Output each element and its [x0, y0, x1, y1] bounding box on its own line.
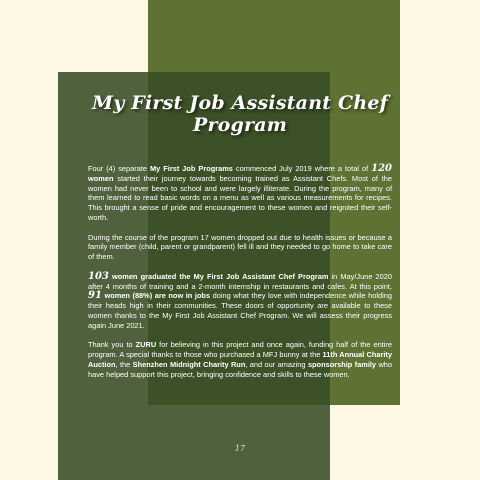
highlight-number: 91	[88, 290, 102, 302]
bold-span: ZURU	[135, 340, 157, 350]
highlight-number: 120	[371, 163, 392, 174]
page-number: 17	[234, 444, 246, 453]
bold-span: sponsorship family	[307, 359, 377, 369]
article-body	[88, 164, 392, 389]
paragraph-dropouts	[88, 233, 392, 262]
paragraph-graduates	[88, 272, 392, 331]
bold-span: Shenzhen Midnight Charity Run	[132, 359, 246, 369]
bold-span: 11th Annual Charity Auction	[88, 350, 392, 369]
bold-span: women graduated the My First Job Assistant Chef Program	[108, 271, 329, 281]
bold-span: women	[88, 173, 114, 183]
text-span: doing what they love with independence while holding their heads high in their communities. These doors of opportunity are available to these women thanks to the My First Job Assistant Chef Program. We will assess their progress again June 2021.	[88, 291, 392, 330]
bold-span: women (88%) are now in jobs	[101, 291, 211, 301]
paragraph-intro	[88, 164, 392, 223]
bold-span: My First Job Programs	[150, 164, 233, 173]
text-span: for believing in this project and once again, funding half of the entire program. A special thanks to those who purchased a MFJ bunny at the	[88, 340, 393, 360]
text-span: in May/June 2020 after 4 months of training and a 2-month internship in restaurants and cafes. At this point,	[88, 271, 393, 291]
text-span: Four (4) separate	[88, 164, 150, 173]
text-span: Thank you to	[88, 340, 136, 350]
text-span: , the	[115, 359, 133, 369]
text-span: commenced July 2019 where a total of	[232, 164, 372, 173]
text-span: During the course of the program 17 women dropped out due to health issues or because a family member (child, parent or grandparent) fell ill and they needed to go home to take care of them.	[88, 232, 392, 262]
text-span: , and our amazing	[245, 359, 308, 369]
text-span: started their journey towards becoming trained as Assistant Chefs. Most of the women had never been to school and were largely illiterate. During the program, many of them learned to read basic words on a menu as well as various measurements for recipes. This brought a sense of pride and encouragement to these women and reignited their self-worth.	[88, 173, 392, 222]
paragraph-thanks	[88, 340, 392, 379]
text-span: who have helped support this project, bringing confidence and skills to these women.	[88, 359, 392, 379]
highlight-number: 103	[88, 270, 109, 282]
page-title: My First Job Assistant Chef Program	[92, 92, 388, 136]
